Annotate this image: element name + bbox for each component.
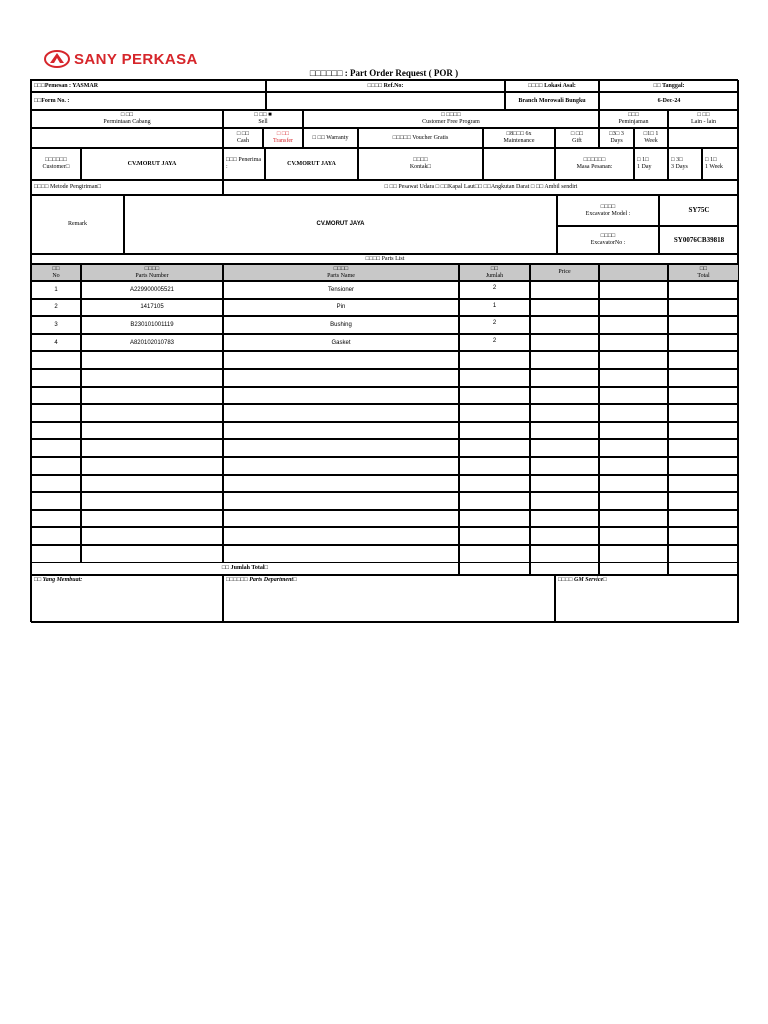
col-pn-header-label: Parts Number	[135, 272, 169, 279]
sany-logo-icon	[44, 50, 70, 68]
cell-price	[530, 334, 599, 352]
cell-price	[530, 457, 599, 475]
customer-value: CV.MORUT JAYA	[81, 148, 223, 180]
cell-price	[530, 387, 599, 405]
cell-price	[530, 475, 599, 493]
cell-pn: B230101001119	[81, 316, 223, 334]
kontak-label: Kontak□	[409, 164, 432, 170]
cell-pn	[81, 439, 223, 457]
remark-value: CV.MORUT JAYA	[124, 195, 557, 254]
metode-options[interactable]: □ □□ Pesawat Udara □ □□Kapal Laut□□ □□Angkutan Darat □ □□ Ambil sendiri	[223, 180, 739, 195]
cell-no	[31, 351, 81, 369]
cell-blank	[599, 281, 668, 299]
cell-name	[223, 457, 459, 475]
gift-option[interactable]	[555, 128, 599, 148]
permintaan-cabang-option[interactable]	[31, 110, 223, 128]
cell-total	[668, 369, 739, 387]
cell-name	[223, 439, 459, 457]
parts-department-signature: □□□□□□ Parts Department□	[223, 575, 555, 623]
por-form	[30, 79, 738, 622]
one-day-label: 1 Day	[637, 164, 652, 170]
cell-name	[223, 545, 459, 563]
cell-total	[668, 527, 739, 545]
col-name-header-top: □□□□	[333, 265, 349, 272]
cell-total	[668, 281, 739, 299]
days-checkbox-label: □3□ 3	[609, 131, 624, 137]
cash-label: Cash	[237, 138, 249, 144]
transfer-option[interactable]	[263, 128, 303, 148]
cell-no	[31, 439, 81, 457]
penerima-label: □□□ Penerima :	[223, 148, 265, 180]
cell-no	[31, 545, 81, 563]
cell-pn	[81, 527, 223, 545]
peminjaman-checkbox-label: □□□	[628, 112, 639, 118]
cell-blank	[599, 492, 668, 510]
cell-pn	[81, 387, 223, 405]
cell-price	[530, 527, 599, 545]
cell-price	[530, 492, 599, 510]
sell-label: Sell	[258, 119, 268, 125]
cell-blank	[599, 387, 668, 405]
cell-pn	[81, 457, 223, 475]
peminjaman-option[interactable]	[599, 110, 668, 128]
cell-qty	[459, 351, 530, 369]
excavator-no-label: ExcavatorNo :	[590, 240, 626, 246]
col-no-header-top: □□	[52, 265, 60, 272]
remark-label: Remark	[31, 195, 124, 254]
date-value: 6-Dec-24	[599, 92, 739, 110]
three-days-checkbox-label: □ 3□	[671, 157, 683, 163]
permintaan-label: Permintaan Cabang	[103, 119, 151, 125]
kontak-value	[483, 148, 555, 180]
cell-blank	[599, 527, 668, 545]
cell-qty: 2	[459, 281, 530, 299]
masa-pesanan-label-cell	[555, 148, 634, 180]
col-qty-header-label: Jumlah	[485, 272, 504, 279]
one-week-checkbox-label: □ 1□	[705, 157, 717, 163]
cell-pn: 1417105	[81, 299, 223, 317]
cell-name	[223, 351, 459, 369]
cell-qty	[459, 387, 530, 405]
row4-blank	[31, 128, 223, 148]
parts-list-title: □□□□ Parts List	[31, 254, 739, 264]
cell-name	[223, 475, 459, 493]
row4-end-blank	[668, 128, 739, 148]
form-no-field: □□Form No. :	[31, 92, 266, 110]
cell-total	[668, 439, 739, 457]
col-no-header	[31, 264, 81, 281]
col-blank-header	[599, 264, 668, 281]
sell-checkbox-label: □ □□ ■	[254, 112, 272, 118]
one-week-label: 1 Week	[705, 164, 723, 170]
ref-label: □□□□ Ref.No:	[266, 80, 505, 92]
cell-total	[668, 387, 739, 405]
cell-qty	[459, 439, 530, 457]
cell-name: Bushing	[223, 316, 459, 334]
cell-price	[530, 369, 599, 387]
warranty-option[interactable]: □ □□ Warranty	[303, 128, 358, 148]
week-option[interactable]	[634, 128, 668, 148]
gift-checkbox-label: □ □□	[570, 131, 584, 137]
cell-name	[223, 422, 459, 440]
cell-qty	[459, 510, 530, 528]
days-label: Days	[610, 138, 623, 144]
col-name-header-label: Parts Name	[327, 272, 355, 279]
cell-price	[530, 404, 599, 422]
one-week-option[interactable]	[702, 148, 739, 180]
cell-total	[668, 351, 739, 369]
kontak-label-cell	[358, 148, 483, 180]
total-qty-cell	[459, 562, 530, 575]
cell-total	[668, 404, 739, 422]
cell-blank	[599, 299, 668, 317]
col-jumlah-header	[459, 264, 530, 281]
cell-no	[31, 422, 81, 440]
cell-total	[668, 299, 739, 317]
lain-option[interactable]	[668, 110, 739, 128]
cell-blank	[599, 545, 668, 563]
cell-qty: 1	[459, 299, 530, 317]
cell-pn: A820102010783	[81, 334, 223, 352]
cell-price	[530, 316, 599, 334]
cell-blank	[599, 404, 668, 422]
excavator-model-value: SY75C	[659, 195, 739, 226]
penerima-value: CV.MORUT JAYA	[265, 148, 358, 180]
branch-value: Branch Morowali Bungku	[505, 92, 599, 110]
cell-blank	[599, 334, 668, 352]
days-option[interactable]	[599, 128, 634, 148]
maintenance-label: Maintenance	[503, 138, 535, 144]
three-days-label: 3 Days	[671, 164, 688, 170]
cell-total	[668, 422, 739, 440]
customer-label-top: □□□□□□	[45, 157, 67, 163]
sell-option[interactable]	[223, 110, 303, 128]
cell-qty: 2	[459, 316, 530, 334]
cell-pn	[81, 492, 223, 510]
col-pn-header-top: □□□□	[144, 265, 160, 272]
cell-qty	[459, 369, 530, 387]
cell-pn	[81, 475, 223, 493]
cell-total	[668, 334, 739, 352]
excavator-no-label-top: □□□□	[600, 233, 616, 239]
col-parts-name-header	[223, 264, 459, 281]
cash-checkbox-label: □ □□	[236, 131, 250, 137]
excavator-no-value: SY0076CB39818	[659, 226, 739, 254]
cell-no	[31, 387, 81, 405]
cell-qty	[459, 422, 530, 440]
lain-checkbox-label: □ □□	[697, 112, 710, 118]
total-price-cell	[530, 562, 599, 575]
cell-total	[668, 316, 739, 334]
cell-qty	[459, 457, 530, 475]
pemesan-field: □□□Pemesan : YASMAR	[31, 80, 266, 92]
maintenance-checkbox-label: □8□□□ 6x	[506, 131, 532, 137]
cell-total	[668, 510, 739, 528]
cell-no: 1	[31, 281, 81, 299]
peminjaman-label: Peminjaman	[618, 119, 649, 125]
cell-name	[223, 369, 459, 387]
masa-label: Masa Pesanan:	[576, 164, 613, 170]
customer-free-program-option[interactable]	[303, 110, 599, 128]
cell-no: 4	[31, 334, 81, 352]
voucher-option[interactable]: □□□□□ Voucher Gratis	[358, 128, 483, 148]
cell-total	[668, 545, 739, 563]
total-blank-cell	[599, 562, 668, 575]
cell-name: Gasket	[223, 334, 459, 352]
cell-total	[668, 475, 739, 493]
tanggal-label: □□ Tanggal:	[599, 80, 739, 92]
excavator-model-label-cell	[557, 195, 659, 226]
cfp-label: Customer Free Program	[422, 119, 480, 125]
cell-total	[668, 457, 739, 475]
brand-logo	[44, 50, 198, 68]
cell-pn: A229900005521	[81, 281, 223, 299]
jumlah-total-label: □□ Jumlah Total□	[31, 562, 459, 575]
col-parts-number-header	[81, 264, 223, 281]
col-no-header-label: No	[52, 272, 60, 279]
cell-pn	[81, 545, 223, 563]
cell-qty	[459, 475, 530, 493]
cell-name	[223, 387, 459, 405]
cell-name	[223, 527, 459, 545]
gm-service-signature: □□□□ GM Service□	[555, 575, 739, 623]
cell-blank	[599, 422, 668, 440]
cfp-checkbox-label: □ □□□□	[441, 112, 461, 118]
cell-name: Tensioner	[223, 281, 459, 299]
col-qty-header-top: □□	[490, 265, 499, 272]
cell-price	[530, 510, 599, 528]
ref-value	[266, 92, 505, 110]
lain-label: Lain - lain	[691, 119, 716, 125]
cell-no	[31, 527, 81, 545]
cell-blank	[599, 369, 668, 387]
yang-membuat-signature: □□ Yang Membuat:	[31, 575, 223, 623]
cell-total	[668, 492, 739, 510]
col-total-header-top: □□	[699, 265, 708, 272]
transfer-checkbox-label: □ □□	[276, 131, 290, 137]
cell-qty	[459, 527, 530, 545]
cell-no: 3	[31, 316, 81, 334]
cell-blank	[599, 475, 668, 493]
cell-name	[223, 404, 459, 422]
gift-label: Gift	[572, 138, 582, 144]
col-total-header	[668, 264, 739, 281]
excavator-no-label-cell	[557, 226, 659, 254]
cell-price	[530, 439, 599, 457]
cell-pn	[81, 369, 223, 387]
cell-no	[31, 457, 81, 475]
masa-label-top: □□□□□□	[583, 157, 606, 163]
brand-name: SANY PERKASA	[74, 50, 198, 68]
one-day-checkbox-label: □ 1□	[637, 157, 649, 163]
kontak-label-top: □□□□	[413, 157, 428, 163]
cell-no	[31, 404, 81, 422]
week-checkbox-label: □1□ 1	[643, 131, 659, 137]
model-label-top: □□□□	[600, 203, 616, 210]
col-total-header-label: Total	[697, 272, 710, 279]
cell-price	[530, 299, 599, 317]
cell-pn	[81, 510, 223, 528]
lokasi-label: □□□□ Lokasi Asal:	[505, 80, 599, 92]
customer-label: Customer□	[42, 164, 70, 170]
cell-no	[31, 369, 81, 387]
one-day-option[interactable]	[634, 148, 668, 180]
cell-name	[223, 510, 459, 528]
cell-qty: 2	[459, 334, 530, 352]
cell-no	[31, 510, 81, 528]
customer-label-cell	[31, 148, 81, 180]
metode-label: □□□□ Metode Pengiriman□	[31, 180, 223, 195]
cell-blank	[599, 510, 668, 528]
cell-blank	[599, 351, 668, 369]
cell-no	[31, 475, 81, 493]
cell-price	[530, 545, 599, 563]
week-label: Week	[644, 138, 658, 144]
cell-qty	[459, 545, 530, 563]
transfer-label: Transfer	[272, 138, 294, 144]
cell-blank	[599, 316, 668, 334]
cell-price	[530, 422, 599, 440]
three-days-option[interactable]	[668, 148, 702, 180]
total-value-cell	[668, 562, 739, 575]
cell-name	[223, 492, 459, 510]
permintaan-checkbox-label: □ □□	[120, 112, 134, 118]
cell-blank	[599, 457, 668, 475]
cell-price	[530, 281, 599, 299]
cell-pn	[81, 351, 223, 369]
cell-no	[31, 492, 81, 510]
maintenance-option[interactable]	[483, 128, 555, 148]
cell-blank	[599, 439, 668, 457]
cell-price	[530, 351, 599, 369]
cash-option[interactable]	[223, 128, 263, 148]
col-price-header: Price	[530, 264, 599, 281]
cell-pn	[81, 422, 223, 440]
cell-no: 2	[31, 299, 81, 317]
model-label: Excavator Model :	[585, 210, 631, 217]
form-title: □□□□□□ : Part Order Request ( POR )	[309, 68, 459, 78]
cell-qty	[459, 404, 530, 422]
cell-qty	[459, 492, 530, 510]
cell-pn	[81, 404, 223, 422]
cell-name: Pin	[223, 299, 459, 317]
